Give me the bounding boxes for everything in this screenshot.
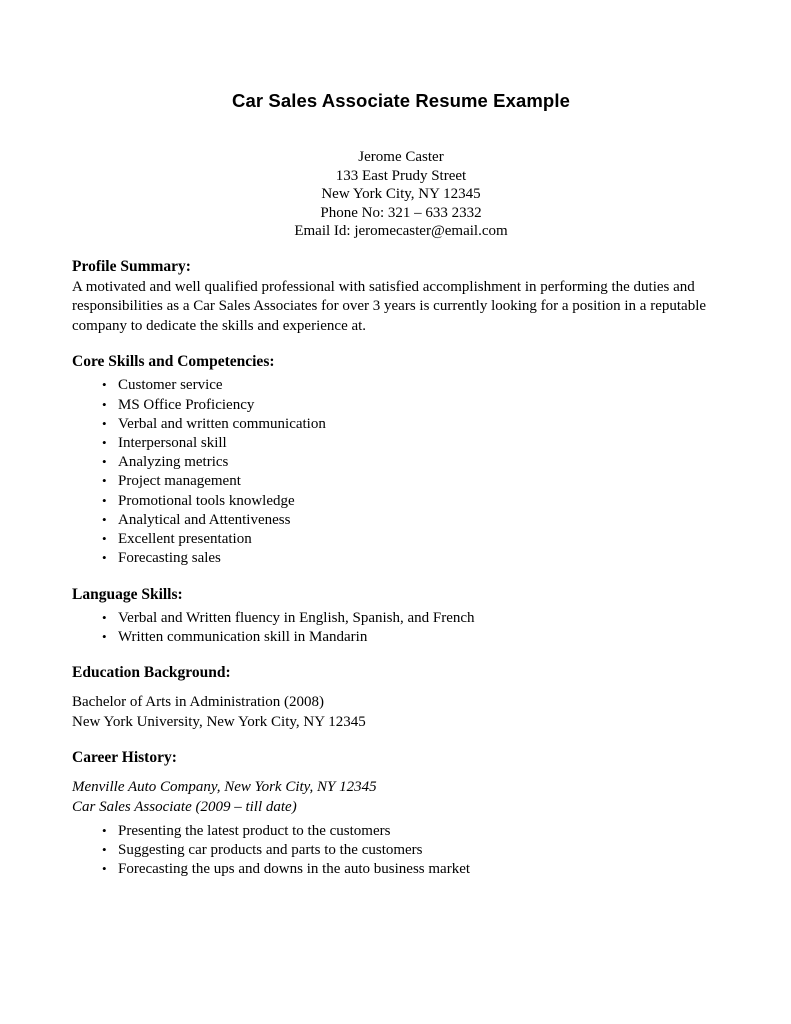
contact-phone: Phone No: 321 – 633 2332 xyxy=(320,204,482,221)
list-item: • Promotional tools knowledge xyxy=(72,492,720,511)
career-history-heading: Career History: xyxy=(72,748,177,766)
list-item: • Presenting the latest product to the customers xyxy=(72,822,720,841)
education-heading: Education Background: xyxy=(72,663,231,681)
career-duties-list xyxy=(72,822,720,880)
list-item: • Analyzing metrics xyxy=(72,453,720,472)
list-item: • MS Office Proficiency xyxy=(72,396,720,415)
core-skills-list xyxy=(72,376,720,568)
list-item: • Analytical and Attentiveness xyxy=(72,511,720,530)
list-item: • Customer service xyxy=(72,376,720,395)
list-item: • Verbal and written communication xyxy=(72,415,720,434)
career-entry xyxy=(72,777,720,817)
language-skills-heading: Language Skills: xyxy=(72,585,183,603)
contact-block xyxy=(72,148,720,241)
language-skills-list xyxy=(72,609,720,647)
education-degree: Bachelor of Arts in Administration (2008) xyxy=(72,693,325,710)
contact-email: Email Id: jeromecaster@email.com xyxy=(294,223,508,240)
profile-summary-heading: Profile Summary: xyxy=(72,257,191,275)
contact-name: Jerome Caster xyxy=(358,149,444,165)
profile-summary-text: A motivated and well qualified professional with satisfied accomplishment in performing the duties and responsibilities as a Car Sales Associates for over 3 years is currently looking for a position in a reputable company to dedicate the skills and experience at. xyxy=(72,278,707,334)
resume-document xyxy=(72,90,720,880)
list-item: • Excellent presentation xyxy=(72,530,720,549)
career-employer: Menville Auto Company, New York City, NY 12345 xyxy=(72,778,377,795)
education-school: New York University, New York City, NY 12345 xyxy=(72,713,366,730)
list-item: • Project management xyxy=(72,472,720,491)
list-item: • Interpersonal skill xyxy=(72,434,720,453)
list-item: • Verbal and Written fluency in English, Spanish, and French xyxy=(72,609,720,628)
list-item: • Written communication skill in Mandarin xyxy=(72,628,720,647)
contact-city: New York City, NY 12345 xyxy=(321,186,481,203)
career-role: Car Sales Associate (2009 – till date) xyxy=(72,798,297,815)
contact-street: 133 East Prudy Street xyxy=(335,167,467,184)
list-item: • Suggesting car products and parts to the customers xyxy=(72,841,720,860)
page-title: Car Sales Associate Resume Example xyxy=(232,90,570,111)
list-item: • Forecasting the ups and downs in the auto business market xyxy=(72,860,720,879)
list-item: • Forecasting sales xyxy=(72,549,720,568)
core-skills-heading: Core Skills and Competencies: xyxy=(72,353,275,371)
education-block xyxy=(72,692,720,732)
